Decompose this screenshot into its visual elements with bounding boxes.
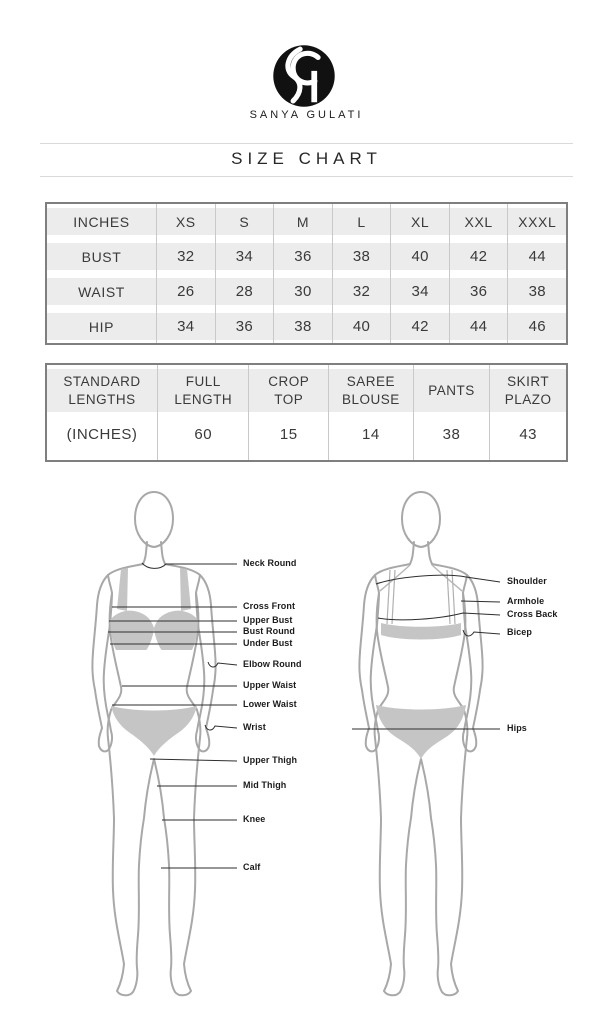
header-cell: CROP TOP [249, 369, 328, 412]
length-cell: 15 [279, 426, 298, 443]
measurement-label: Under Bust [243, 638, 293, 648]
header-cell: STANDARD LENGTHS [47, 369, 157, 412]
header-cell: SKIRT PLAZO [490, 369, 566, 412]
header-cell: PANTS [414, 369, 490, 412]
header-cell: XS [157, 208, 215, 235]
size-cell: 28 [216, 278, 274, 305]
lengths-column [490, 365, 566, 460]
size-cell: 38 [333, 243, 391, 270]
measurement-label: Armhole [507, 596, 545, 606]
size-table-column [391, 204, 450, 343]
size-table-column [274, 204, 333, 343]
measurement-label: Cross Front [243, 601, 296, 611]
measurement-label: Neck Round [243, 558, 297, 568]
measurement-label: Upper Waist [243, 680, 297, 690]
size-cell: 34 [216, 243, 274, 270]
back-garments [376, 565, 466, 759]
page-title: SIZE CHART [231, 149, 382, 168]
size-cell: 36 [216, 313, 274, 340]
front-garments [110, 568, 198, 756]
row-label: (INCHES) [66, 426, 138, 443]
size-cell: 26 [157, 278, 215, 305]
measurement-label: Upper Bust [243, 615, 293, 625]
lengths-table [45, 363, 568, 462]
measurement-label: Cross Back [507, 609, 558, 619]
size-cell: 44 [450, 313, 508, 340]
brand-name: SANYA GULATI [249, 109, 364, 121]
measurement-label: Bust Round [243, 626, 295, 636]
measurement-label: Mid Thigh [243, 780, 287, 790]
header-cell: XXL [450, 208, 508, 235]
brand-logo-icon [272, 44, 336, 108]
size-cell: 42 [391, 313, 449, 340]
header-cell: M [274, 208, 332, 235]
size-cell: 36 [450, 278, 508, 305]
size-cell: 44 [508, 243, 566, 270]
measurement-label: Elbow Round [243, 659, 302, 669]
lengths-column [249, 365, 329, 460]
header-cell: XXXL [508, 208, 566, 235]
measurement-label: Knee [243, 814, 266, 824]
size-table-column [216, 204, 275, 343]
measurement-label: Hips [507, 723, 527, 733]
lengths-column [329, 365, 414, 460]
measurement-label: Wrist [243, 722, 266, 732]
header-cell: INCHES [47, 208, 156, 235]
header-cell: S [216, 208, 274, 235]
header-cell: L [333, 208, 391, 235]
size-cell: 40 [333, 313, 391, 340]
header-cell: XL [391, 208, 449, 235]
measurement-label: Calf [243, 862, 261, 872]
size-table-column [508, 204, 566, 343]
size-table [45, 202, 568, 345]
lengths-column [158, 365, 249, 460]
measurement-label: Bicep [507, 627, 533, 637]
size-cell: 30 [274, 278, 332, 305]
row-label: HIP [47, 313, 156, 340]
length-cell: 60 [194, 426, 213, 443]
length-cell: 38 [442, 426, 461, 443]
length-cell: 43 [519, 426, 537, 443]
measurement-label: Upper Thigh [243, 755, 298, 765]
measurement-label: Lower Waist [243, 699, 297, 709]
size-cell: 46 [508, 313, 566, 340]
size-cell: 34 [157, 313, 215, 340]
size-cell: 36 [274, 243, 332, 270]
header-cell: SAREE BLOUSE [329, 369, 413, 412]
size-table-column [450, 204, 509, 343]
size-cell: 32 [157, 243, 215, 270]
lengths-column [47, 365, 158, 460]
row-label: WAIST [47, 278, 156, 305]
divider-line [40, 176, 573, 177]
lengths-column [414, 365, 491, 460]
size-cell: 38 [274, 313, 332, 340]
row-label: BUST [47, 243, 156, 270]
size-cell: 42 [450, 243, 508, 270]
measurement-figures-illustration [0, 480, 613, 1024]
size-cell: 34 [391, 278, 449, 305]
size-table-column [157, 204, 216, 343]
size-table-column [47, 204, 157, 343]
size-cell: 40 [391, 243, 449, 270]
header-cell: FULL LENGTH [158, 369, 248, 412]
size-cell: 32 [333, 278, 391, 305]
size-table-column [333, 204, 392, 343]
size-cell: 38 [508, 278, 566, 305]
divider-line [40, 143, 573, 144]
length-cell: 14 [362, 426, 380, 443]
measurement-label: Shoulder [507, 576, 547, 586]
